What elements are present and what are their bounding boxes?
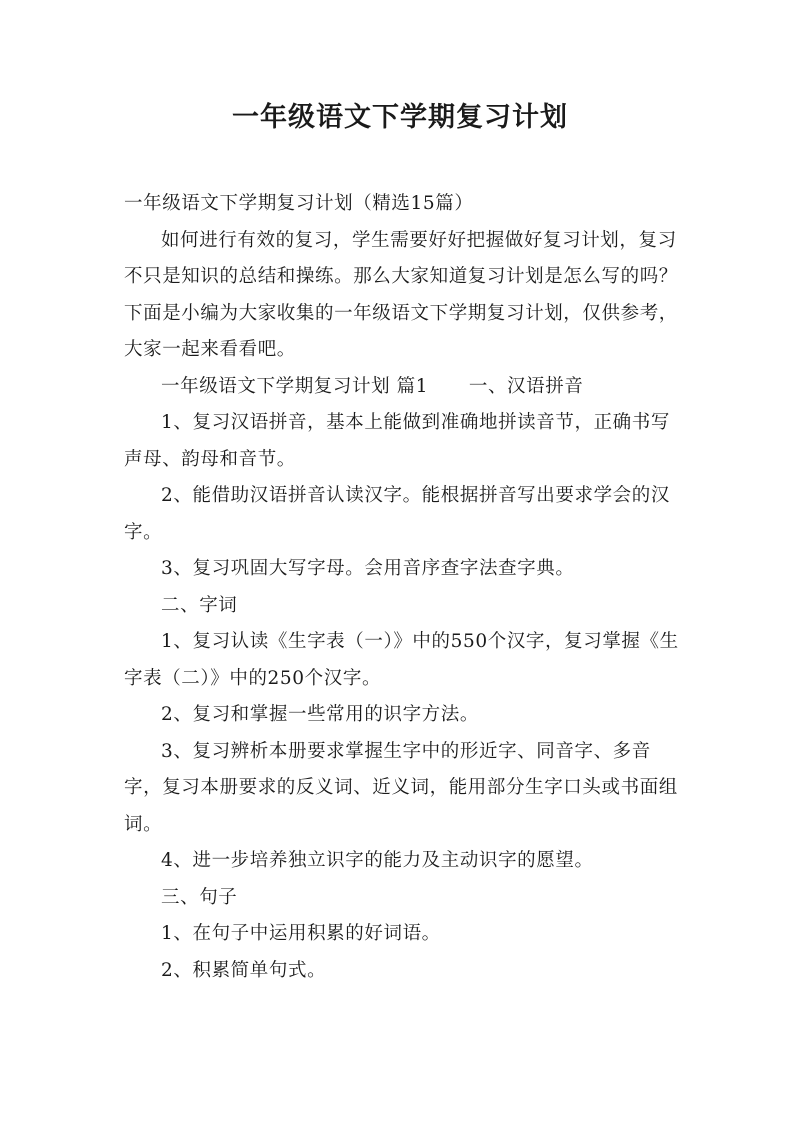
intro-paragraph: 如何进行有效的复习，学生需要好好把握做好复习计划，复习不只是知识的总结和操练。那么大家知道复习计划是怎么写的吗？下面是小编为大家收集的一年级语文下学期复习计划，仅供参考，大家一起来看看吧。 bbox=[124, 229, 678, 360]
paragraph-sentences-1: 1、在句子中运用积累的好词语。 bbox=[161, 923, 441, 944]
article-heading: 一年级语文下学期复习计划 篇1 bbox=[161, 375, 429, 397]
paragraph-pinyin-3: 3、复习巩固大写字母。会用音序查字法查字典。 bbox=[161, 558, 575, 579]
paragraph-words-1: 1、复习认读《生字表（一）》中的550个汉字，复习掌握《生字表（二）》中的250个汉字。 bbox=[124, 631, 679, 689]
document-title: 一年级语文下学期复习计划 bbox=[232, 102, 568, 133]
paragraph-pinyin-1: 1、复习汉语拼音，基本上能做到准确地拼读音节，正确书写声母、韵母和音节。 bbox=[124, 412, 670, 470]
section-heading-sentences: 三、句子 bbox=[161, 886, 238, 908]
section-heading-pinyin: 一、汉语拼音 bbox=[468, 375, 584, 397]
paragraph-words-4: 4、进一步培养独立识字的能力及主动识字的愿望。 bbox=[161, 850, 594, 871]
paragraph-sentences-2: 2、积累简单句式。 bbox=[161, 959, 327, 981]
paragraph-words-2: 2、复习和掌握一些常用的识字方法。 bbox=[161, 704, 479, 725]
article-heading-line bbox=[124, 369, 684, 406]
subtitle-line: 一年级语文下学期复习计划（精选15篇） bbox=[124, 193, 474, 214]
section-heading-words: 二、字词 bbox=[161, 594, 238, 616]
paragraph-pinyin-2: 2、能借助汉语拼音认读汉字。能根据拼音写出要求学会的汉字。 bbox=[124, 485, 670, 543]
paragraph-words-3: 3、复习辨析本册要求掌握生字中的形近字、同音字、多音字，复习本册要求的反义词、近义词，能用部分生字口头或书面组词。 bbox=[124, 740, 678, 835]
document-body bbox=[124, 186, 684, 989]
